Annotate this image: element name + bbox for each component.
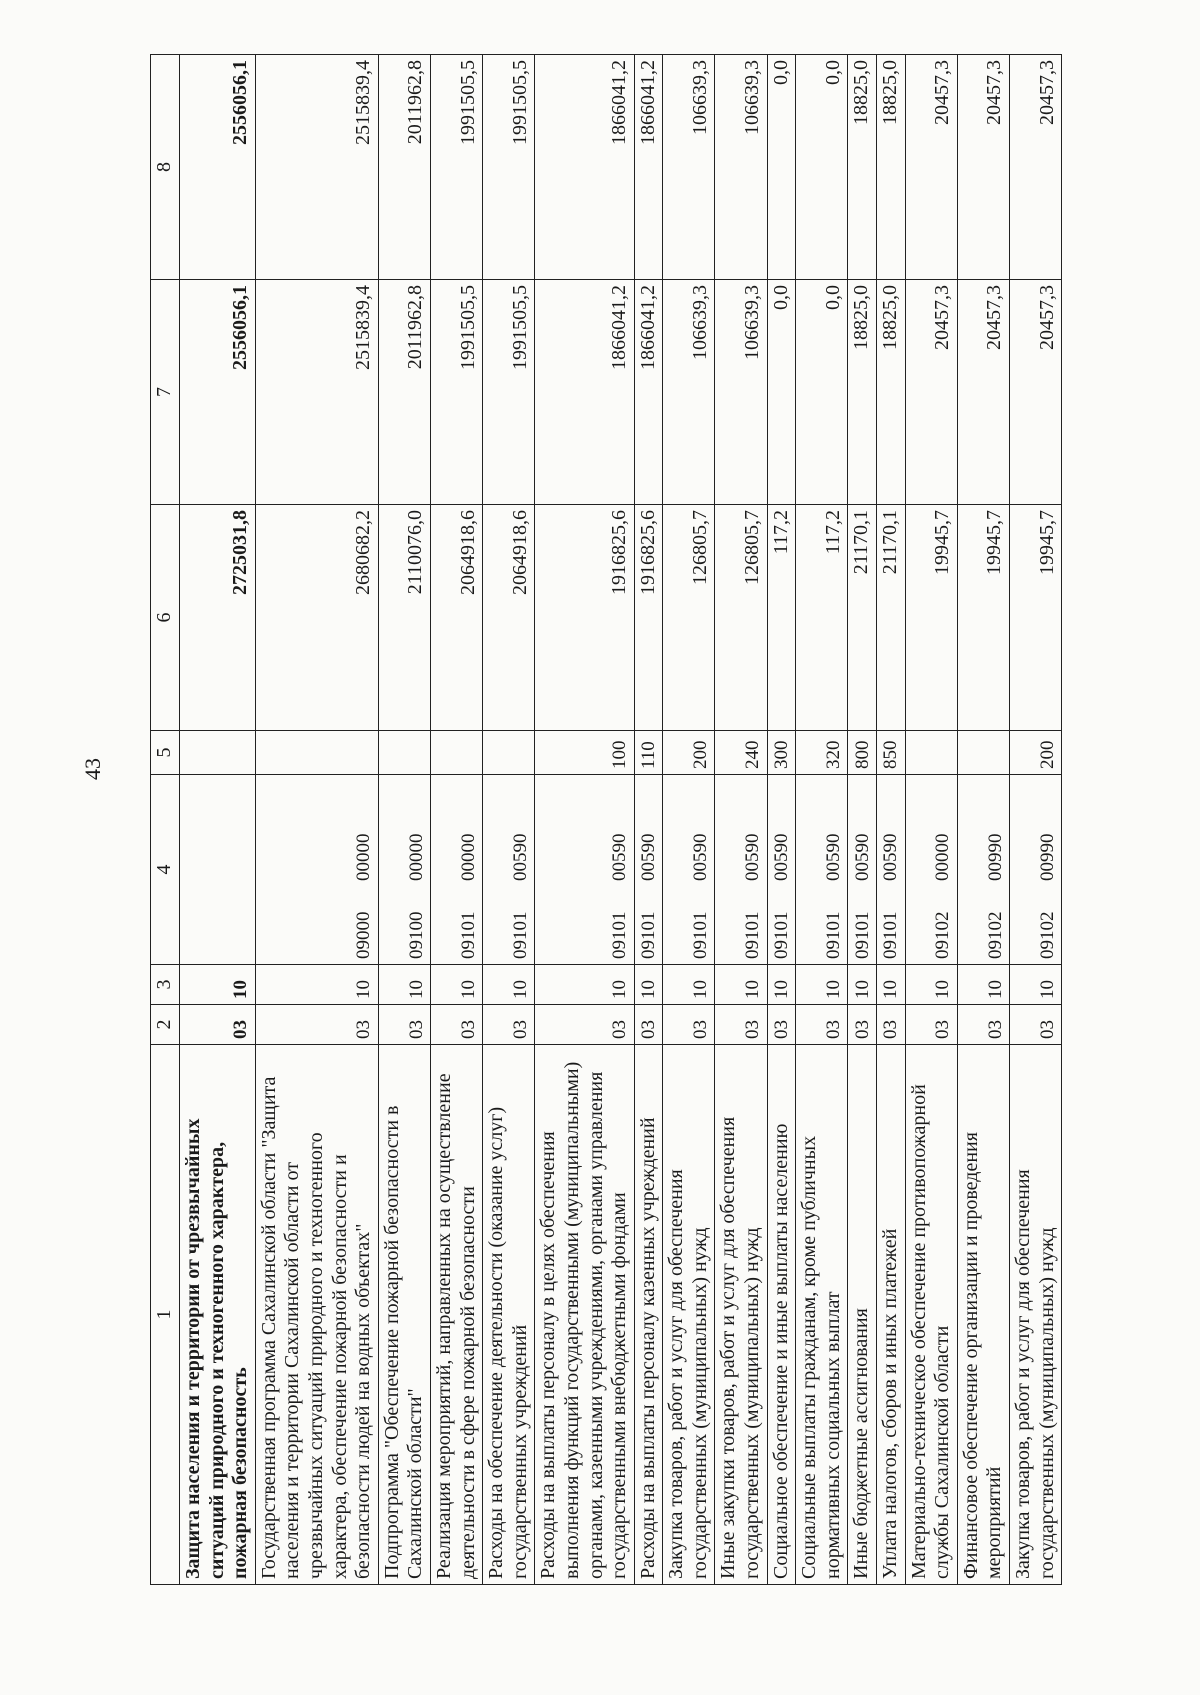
target-article-code: [957, 775, 1009, 965]
table-row: [378, 55, 430, 1585]
table-row: [180, 55, 256, 1585]
target-article-part-a: 09000: [353, 911, 375, 959]
column-header-5: 5: [151, 731, 180, 775]
table-row: [483, 55, 535, 1585]
table-row: [255, 55, 378, 1585]
expense-type-code: 300: [767, 731, 796, 775]
table-row: [430, 55, 482, 1585]
table-row: [663, 55, 715, 1585]
row-name: Закупка товаров, работ и услуг для обеспечения государственных (муниципальных) нужд: [1010, 1045, 1062, 1585]
target-article-code: [483, 775, 535, 965]
target-article-part-b: 00000: [932, 833, 954, 881]
target-article-code: [180, 775, 256, 965]
section-code: 03: [957, 1005, 1009, 1045]
target-article-part-b: 00590: [609, 833, 631, 881]
target-article-part-b: 00590: [851, 833, 873, 881]
expense-type-code: [483, 731, 535, 775]
row-name: Иные бюджетные ассигнования: [848, 1045, 877, 1585]
amount-col8: 106639,3: [663, 55, 715, 280]
subsection-code: 10: [483, 965, 535, 1005]
row-name: Подпрограмма "Обеспечение пожарной безопасности в Сахалинской области": [378, 1045, 430, 1585]
section-code: 03: [767, 1005, 796, 1045]
column-header-1: 1: [151, 1045, 180, 1585]
column-header-4: 4: [151, 775, 180, 965]
amount-col8: 106639,3: [715, 55, 767, 280]
table-row: [905, 55, 957, 1585]
amount-col7: 0,0: [796, 280, 848, 505]
amount-col6: 2064918,6: [483, 505, 535, 731]
target-article-part-a: 09101: [742, 911, 764, 959]
expense-type-code: 320: [796, 731, 848, 775]
expense-type-code: 850: [877, 731, 906, 775]
expense-type-code: [180, 731, 256, 775]
amount-col8: 1991505,5: [430, 55, 482, 280]
target-article-part-b: 00590: [770, 833, 792, 881]
row-name: Закупка товаров, работ и услуг для обеспечения государственных (муниципальных) нужд: [663, 1045, 715, 1585]
amount-col8: 0,0: [796, 55, 848, 280]
expense-type-code: [255, 731, 378, 775]
row-name: Расходы на выплаты персоналу в целях обеспечения выполнения функций государственными (муниципальными) органами, казенными учреждениями, органами управления государственными внебюджетными фондами: [535, 1045, 634, 1585]
target-article-part-b: 00590: [742, 833, 764, 881]
row-name: Иные закупки товаров, работ и услуг для обеспечения государственных (муниципальных) нужд: [715, 1045, 767, 1585]
target-article-code: [430, 775, 482, 965]
row-name: Расходы на обеспечение деятельности (оказание услуг) государственных учреждений: [483, 1045, 535, 1585]
target-article-part-b: 00590: [637, 833, 659, 881]
column-header-2: 2: [151, 1005, 180, 1045]
column-header-3: 3: [151, 965, 180, 1005]
target-article-part-a: 09101: [509, 911, 531, 959]
target-article-part-a: 09102: [1036, 911, 1058, 959]
target-article-code: [535, 775, 634, 965]
subsection-code: 10: [905, 965, 957, 1005]
section-code: 03: [180, 1005, 256, 1045]
amount-col6: 21170,1: [848, 505, 877, 731]
target-article-part-a: 09101: [880, 911, 902, 959]
section-code: 03: [483, 1005, 535, 1045]
target-article-part-a: 09101: [851, 911, 873, 959]
amount-col7: 1866041,2: [535, 280, 634, 505]
amount-col6: 1916825,6: [535, 505, 634, 731]
amount-col7: 20457,3: [1010, 280, 1062, 505]
subsection-code: 10: [767, 965, 796, 1005]
target-article-part-a: 09102: [932, 911, 954, 959]
target-article-part-a: 09100: [405, 911, 427, 959]
table-row: [715, 55, 767, 1585]
amount-col6: 21170,1: [877, 505, 906, 731]
table-row: [1010, 55, 1062, 1585]
expense-type-code: 110: [634, 731, 663, 775]
amount-col7: 18825,0: [877, 280, 906, 505]
subsection-code: 10: [180, 965, 256, 1005]
target-article-part-a: 09101: [637, 911, 659, 959]
amount-col8: 2011962,8: [378, 55, 430, 280]
amount-col6: 1916825,6: [634, 505, 663, 731]
row-name: Уплата налогов, сборов и иных платежей: [877, 1045, 906, 1585]
amount-col8: 20457,3: [905, 55, 957, 280]
table-body: [180, 55, 1062, 1585]
amount-col6: 2064918,6: [430, 505, 482, 731]
section-code: 03: [1010, 1005, 1062, 1045]
target-article-code: [767, 775, 796, 965]
expense-type-code: 200: [1010, 731, 1062, 775]
target-article-part-b: 00590: [823, 833, 845, 881]
amount-col6: 117,2: [767, 505, 796, 731]
amount-col8: 1866041,2: [535, 55, 634, 280]
section-code: 03: [848, 1005, 877, 1045]
target-article-code: [796, 775, 848, 965]
page-number: 43: [80, 758, 105, 780]
target-article-code: [378, 775, 430, 965]
column-header-8: 8: [151, 55, 180, 280]
target-article-code: [715, 775, 767, 965]
amount-col7: 1991505,5: [430, 280, 482, 505]
expense-type-code: 200: [663, 731, 715, 775]
amount-col7: 106639,3: [715, 280, 767, 505]
section-code: 03: [634, 1005, 663, 1045]
subsection-code: 10: [663, 965, 715, 1005]
section-code: 03: [663, 1005, 715, 1045]
target-article-part-b: 00590: [509, 833, 531, 881]
target-article-code: [255, 775, 378, 965]
target-article-part-a: 09101: [609, 911, 631, 959]
target-article-part-b: 00000: [405, 833, 427, 881]
table-row: [634, 55, 663, 1585]
subsection-code: 10: [634, 965, 663, 1005]
expense-type-code: [905, 731, 957, 775]
row-name: Материально-техническое обеспечение противопожарной службы Сахалинской области: [905, 1045, 957, 1585]
subsection-code: 10: [957, 965, 1009, 1005]
table-row: [767, 55, 796, 1585]
amount-col7: 0,0: [767, 280, 796, 505]
amount-col8: 20457,3: [1010, 55, 1062, 280]
column-header-7: 7: [151, 280, 180, 505]
expense-type-code: 100: [535, 731, 634, 775]
amount-col7: 20457,3: [957, 280, 1009, 505]
target-article-part-b: 00590: [880, 833, 902, 881]
target-article-code: [848, 775, 877, 965]
amount-col6: 117,2: [796, 505, 848, 731]
row-name: Финансовое обеспечение организации и проведения мероприятий: [957, 1045, 1009, 1585]
table-row: [535, 55, 634, 1585]
subsection-code: 10: [877, 965, 906, 1005]
amount-col8: 20457,3: [957, 55, 1009, 280]
amount-col7: 106639,3: [663, 280, 715, 505]
target-article-part-b: 00590: [690, 833, 712, 881]
section-code: 03: [715, 1005, 767, 1045]
subsection-code: 10: [430, 965, 482, 1005]
column-header-6: 6: [151, 505, 180, 731]
amount-col8: 1991505,5: [483, 55, 535, 280]
amount-col7: 2556056,1: [180, 280, 256, 505]
section-code: 03: [535, 1005, 634, 1045]
subsection-code: 10: [796, 965, 848, 1005]
target-article-part-a: 09101: [770, 911, 792, 959]
subsection-code: 10: [848, 965, 877, 1005]
amount-col6: 126805,7: [663, 505, 715, 731]
amount-col8: 0,0: [767, 55, 796, 280]
table-header-row: [151, 55, 180, 1585]
amount-col6: 126805,7: [715, 505, 767, 731]
amount-col6: 2680682,2: [255, 505, 378, 731]
target-article-part-a: 09102: [984, 911, 1006, 959]
table-row: [848, 55, 877, 1585]
section-code: 03: [905, 1005, 957, 1045]
amount-col8: 18825,0: [877, 55, 906, 280]
amount-col6: 19945,7: [905, 505, 957, 731]
target-article-part-b: 00990: [1036, 833, 1058, 881]
section-code: 03: [255, 1005, 378, 1045]
section-code: 03: [877, 1005, 906, 1045]
expense-type-code: [378, 731, 430, 775]
table-row: [877, 55, 906, 1585]
target-article-part-a: 09101: [457, 911, 479, 959]
target-article-code: [663, 775, 715, 965]
target-article-part-b: 00000: [457, 833, 479, 881]
table-row: [957, 55, 1009, 1585]
subsection-code: 10: [535, 965, 634, 1005]
target-article-code: [877, 775, 906, 965]
expense-type-code: 240: [715, 731, 767, 775]
row-name: Государственная программа Сахалинской области "Защита населения и территории Сахалинской области от чрезвычайных ситуаций природного и техногенного характера, обеспечение пожарной безопасности и безопасности людей на водных объектах": [255, 1045, 378, 1585]
subsection-code: 10: [378, 965, 430, 1005]
amount-col7: 20457,3: [905, 280, 957, 505]
row-name: Расходы на выплаты персоналу казенных учреждений: [634, 1045, 663, 1585]
expense-type-code: [957, 731, 1009, 775]
amount-col7: 2515839,4: [255, 280, 378, 505]
section-code: 03: [430, 1005, 482, 1045]
budget-table-container: [150, 55, 1062, 1585]
amount-col7: 1866041,2: [634, 280, 663, 505]
subsection-code: 10: [715, 965, 767, 1005]
expense-type-code: 800: [848, 731, 877, 775]
target-article-code: [905, 775, 957, 965]
target-article-part-a: 09101: [690, 911, 712, 959]
amount-col8: 18825,0: [848, 55, 877, 280]
amount-col6: 19945,7: [1010, 505, 1062, 731]
amount-col6: 2110076,0: [378, 505, 430, 731]
target-article-part-a: 09101: [823, 911, 845, 959]
subsection-code: 10: [1010, 965, 1062, 1005]
expense-type-code: [430, 731, 482, 775]
section-code: 03: [378, 1005, 430, 1045]
amount-col8: 2556056,1: [180, 55, 256, 280]
amount-col8: 1866041,2: [634, 55, 663, 280]
amount-col6: 19945,7: [957, 505, 1009, 731]
amount-col7: 1991505,5: [483, 280, 535, 505]
target-article-code: [1010, 775, 1062, 965]
amount-col7: 18825,0: [848, 280, 877, 505]
target-article-part-b: 00990: [984, 833, 1006, 881]
subsection-code: 10: [255, 965, 378, 1005]
section-code: 03: [796, 1005, 848, 1045]
target-article-part-b: 00000: [353, 833, 375, 881]
row-name: Социальное обеспечение и иные выплаты населению: [767, 1045, 796, 1585]
amount-col7: 2011962,8: [378, 280, 430, 505]
target-article-code: [634, 775, 663, 965]
row-name: Защита населения и территории от чрезвычайных ситуаций природного и техногенного характера, пожарная безопасность: [180, 1045, 256, 1585]
row-name: Реализация мероприятий, направленных на осуществление деятельности в сфере пожарной безопасности: [430, 1045, 482, 1585]
budget-table: [150, 54, 1062, 1585]
table-row: [796, 55, 848, 1585]
row-name: Социальные выплаты гражданам, кроме публичных нормативных социальных выплат: [796, 1045, 848, 1585]
amount-col6: 2725031,8: [180, 505, 256, 731]
amount-col8: 2515839,4: [255, 55, 378, 280]
